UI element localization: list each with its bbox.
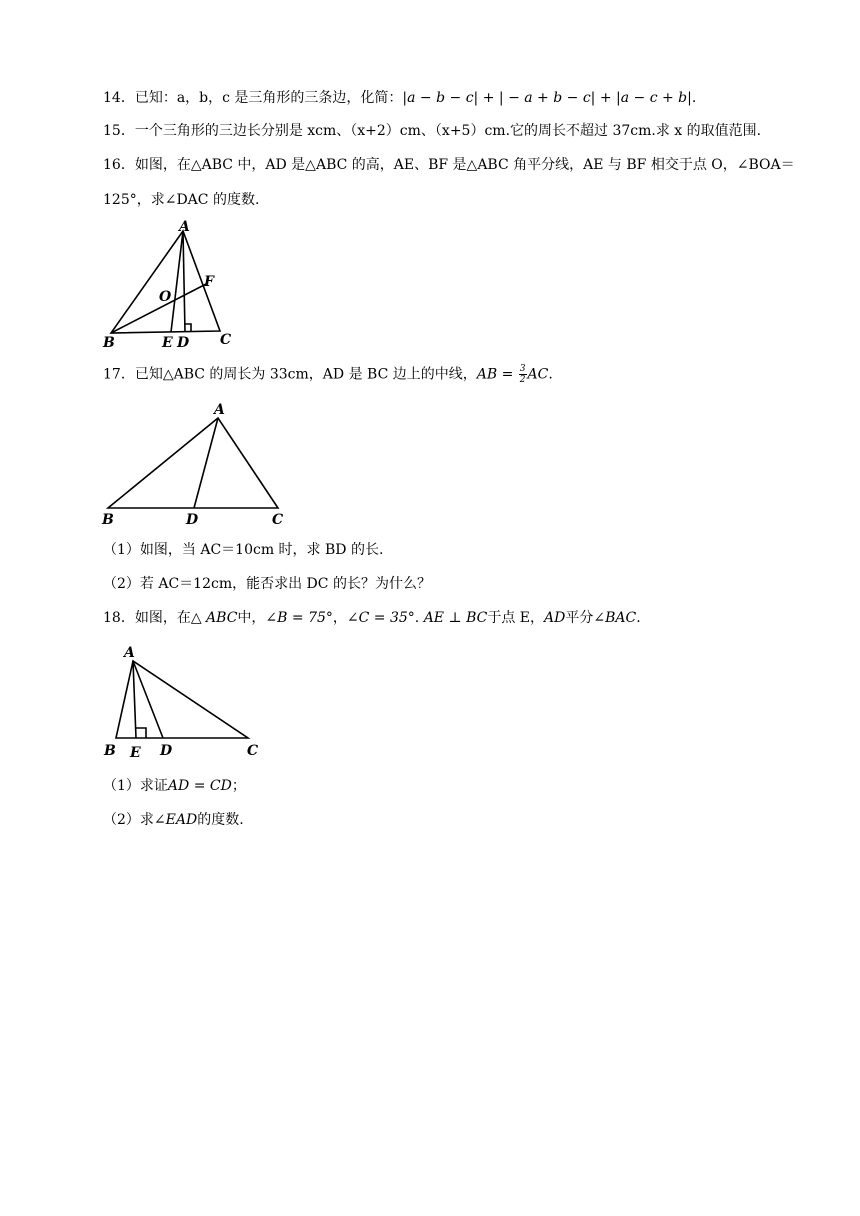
problem-18-sub-1-suffix: ； — [231, 778, 246, 794]
problem-18-t5: 平分 — [565, 610, 594, 626]
label-c: C — [272, 512, 284, 528]
problem-18-t1: 中， — [237, 610, 266, 626]
problem-18-sub-2 — [103, 810, 244, 830]
problem-14-period: . — [691, 90, 697, 106]
problem-18-triangle: △ ABC — [190, 610, 238, 626]
label-d: D — [160, 743, 173, 759]
problem-16-line-2: 125°，求∠DAC 的度数. — [103, 192, 260, 208]
problem-18-text: 18．如图，在 — [103, 610, 191, 626]
label-a: A — [179, 219, 190, 235]
problem-14 — [103, 88, 696, 108]
problem-18-sub-1-text: （1）求证 — [103, 778, 168, 794]
label-a: A — [124, 645, 135, 661]
label-c: C — [220, 332, 232, 348]
problem-18-sub-1-math: AD = CD — [167, 778, 232, 794]
label-c: C — [247, 743, 259, 759]
problem-17-sub-1: （1）如图，当 AC＝10cm 时，求 BD 的长. — [103, 542, 384, 558]
altitude-ad — [183, 231, 185, 332]
label-b: B — [102, 512, 114, 528]
label-e: E — [162, 335, 173, 351]
label-f: F — [204, 274, 214, 290]
fraction-three-halves — [519, 364, 527, 385]
problem-17-figure — [100, 400, 295, 530]
label-b: B — [103, 335, 115, 351]
problem-18-sub-2-math: ∠EAD — [153, 812, 198, 828]
median-ad — [194, 418, 218, 508]
problem-18 — [103, 608, 641, 628]
fraction-numerator: 3 — [519, 364, 526, 374]
problem-17-ac: AC — [527, 366, 549, 383]
problem-18-sub-2-suffix: 的度数. — [197, 812, 244, 828]
problem-17 — [103, 364, 553, 385]
problem-18-angle-b: ∠B = 75° — [265, 610, 333, 626]
problem-18-t3: . — [414, 610, 420, 626]
problem-18-t6: . — [636, 610, 641, 626]
problem-18-ad: AD — [544, 610, 566, 626]
problem-18-t2: ， — [332, 610, 347, 626]
problem-17-ab: AB = — [476, 366, 514, 383]
problem-17-period: . — [548, 366, 553, 383]
problem-18-angle-bac: ∠BAC — [593, 610, 637, 626]
problem-16-line-1: 16．如图，在△ABC 中，AD 是△ABC 的高，AE、BF 是△ABC 角平分线，AE 与 BF 相交于点 O，∠BOA＝ — [103, 157, 795, 173]
label-o: O — [159, 289, 172, 305]
problem-18-perpendicular: AE ⊥ BC — [423, 610, 488, 626]
label-d: D — [177, 335, 190, 351]
label-b: B — [104, 743, 116, 759]
problem-18-figure — [100, 640, 270, 765]
problem-17-sub-2: （2）若 AC＝12cm，能否求出 DC 的长？为什么？ — [103, 576, 431, 592]
problem-17-text: 17．已知△ABC 的周长为 33cm，AD 是 BC 边上的中线， — [103, 366, 477, 383]
problem-15-text: 15．一个三角形的三边长分别是 xcm、（x+2）cm、（x+5）cm.它的周长不超过 37cm.求 x 的取值范围. — [103, 123, 762, 139]
right-angle-mark — [136, 728, 146, 738]
problem-14-text: 14．已知：a，b，c 是三角形的三条边，化简： — [103, 90, 403, 106]
problem-18-t4: 于点 E， — [487, 610, 545, 626]
altitude-ae — [133, 661, 136, 738]
problem-15 — [103, 121, 761, 141]
triangle-abc-outline — [108, 418, 278, 508]
problem-16-figure — [100, 218, 250, 353]
label-e: E — [130, 745, 141, 761]
problem-14-expression: |a − b − c| + | − a + b − c| + |a − c + b| — [402, 90, 692, 106]
bisector-ad — [133, 661, 163, 738]
problem-18-sub-2-text: （2）求 — [103, 812, 154, 828]
problem-18-sub-1 — [103, 776, 246, 796]
label-a: A — [214, 402, 225, 418]
label-d: D — [186, 512, 199, 528]
problem-18-angle-c: ∠C = 35° — [346, 610, 415, 626]
fraction-denominator: 2 — [519, 375, 526, 385]
